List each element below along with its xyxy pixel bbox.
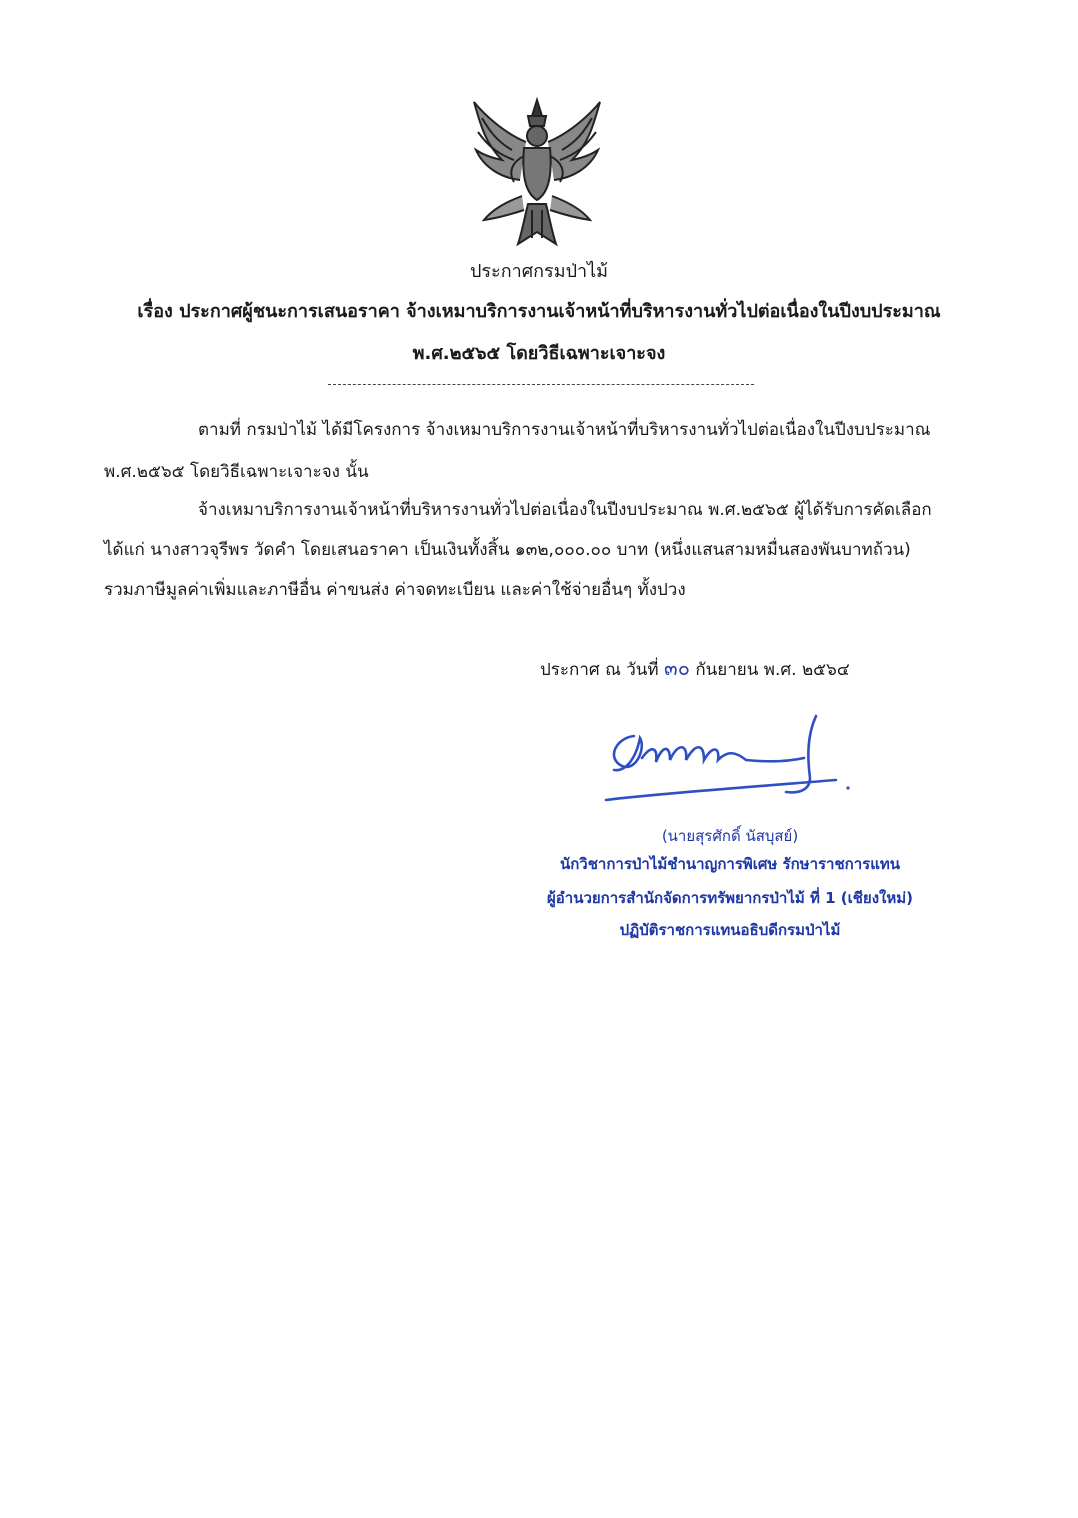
subject-line-2: พ.ศ.๒๕๖๕ โดยวิธีเฉพาะเจาะจง [412,343,666,364]
garuda-emblem-icon [462,92,612,252]
handwritten-signature [596,708,856,813]
announce-date [540,652,850,684]
paragraph-2-line-2: ได้แก่ นางสาวจุรีพร วัดคำ โดยเสนอราคา เป็นเงินทั้งสิ้น ๑๓๒,๐๐๐.๐๐ บาท (หนึ่งแสนสามหมื่นสองพันบาทถ้วน) [104,540,911,560]
divider [328,384,754,385]
paragraph-1-line-2: พ.ศ.๒๕๖๕ โดยวิธีเฉพาะเจาะจง นั้น [104,462,369,482]
announce-suffix: กันยายน พ.ศ. ๒๕๖๔ [695,660,850,680]
subject-line-1: เรื่อง ประกาศผู้ชนะการเสนอราคา จ้างเหมาบริการงานเจ้าหน้าที่บริหารงานทั่วไปต่อเนื่องในปีงบประมาณ [137,301,941,322]
signatory-title-2: ผู้อำนวยการสำนักจัดการทรัพยากรป่าไม้ ที่ 1 (เชียงใหม่) [546,889,914,907]
agency-title: ประกาศกรมป่าไม้ [469,261,609,282]
paragraph-1-line-1: ตามที่ กรมป่าไม้ ได้มีโครงการ จ้างเหมาบริการงานเจ้าหน้าที่บริหารงานทั่วไปต่อเนื่องในปีงบประมาณ [198,420,931,440]
paragraph-2-line-3: รวมภาษีมูลค่าเพิ่มและภาษีอื่น ค่าขนส่ง ค่าจดทะเบียน และค่าใช้จ่ายอื่นๆ ทั้งปวง [104,580,686,600]
paragraph-2-line-1: จ้างเหมาบริการงานเจ้าหน้าที่บริหารงานทั่วไปต่อเนื่องในปีงบประมาณ พ.ศ.๒๕๖๕ ผู้ได้รับการคัดเลือก [198,500,932,520]
announce-day: ๓๐ [664,656,690,680]
signatory-name: (นายสุรศักดิ์ นัสบุสย์) [661,827,799,845]
announce-prefix: ประกาศ ณ วันที่ [540,660,659,680]
signatory-title-1: นักวิชาการป่าไม้ชำนาญการพิเศษ รักษาราชการแทน [559,855,901,873]
signatory-title-3: ปฏิบัติราชการแทนอธิบดีกรมป่าไม้ [619,921,841,939]
